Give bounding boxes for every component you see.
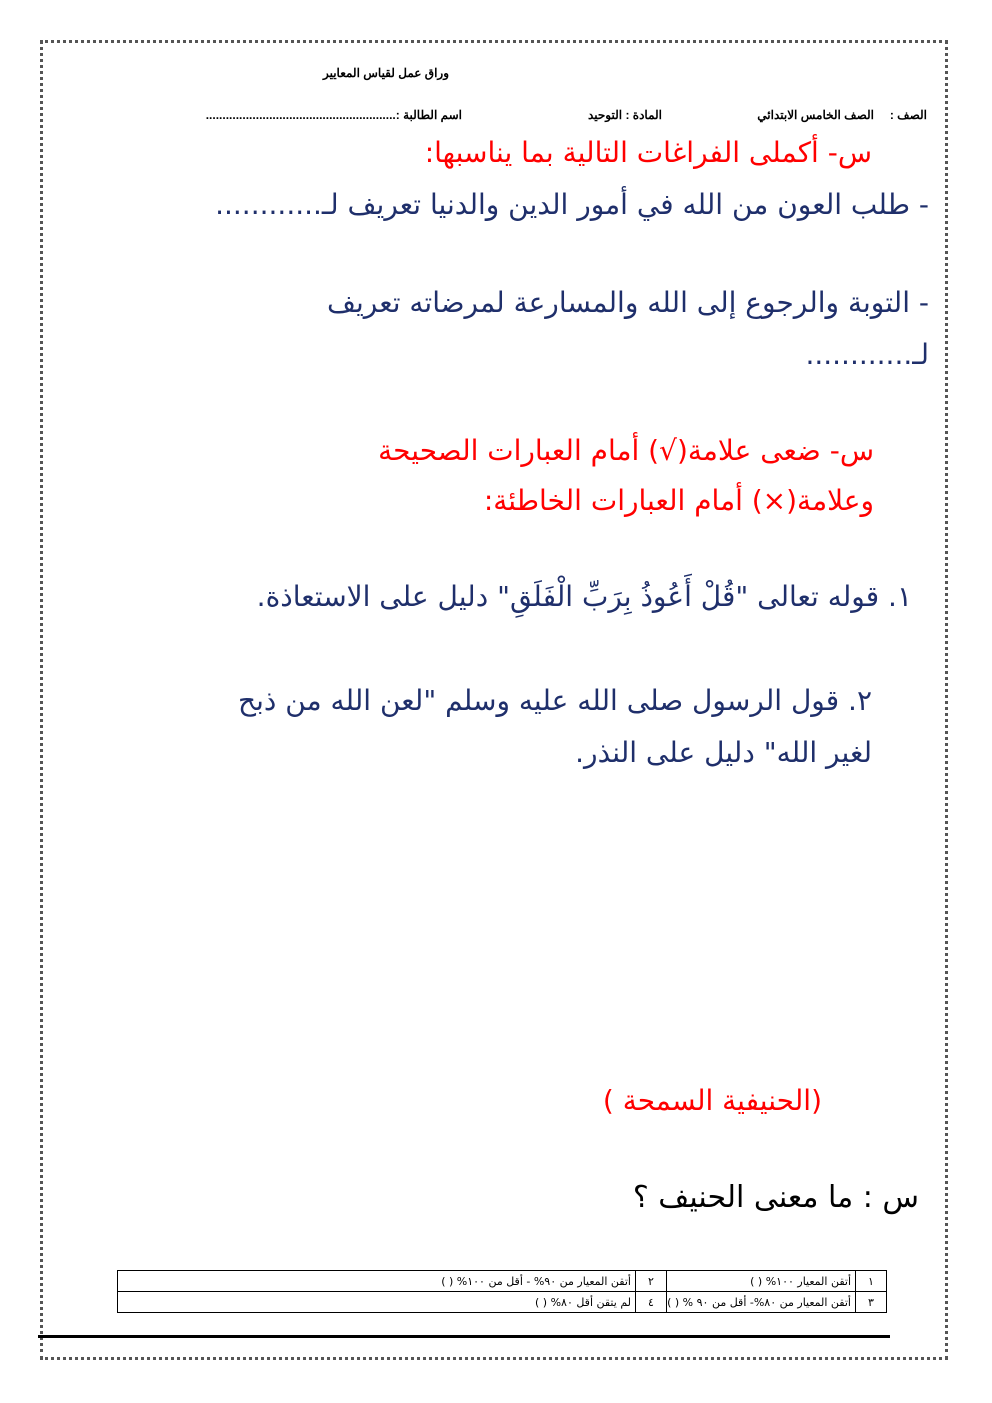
table-row bbox=[118, 1292, 887, 1313]
true-false-item-2-line-2: لغير الله" دليل على النذر. bbox=[575, 736, 872, 769]
question-true-false-line-2: وعلامة(×) أمام العبارات الخاطئة: bbox=[483, 484, 874, 517]
true-false-item-2-line-1: ٢. قول الرسول صلى الله عليه وسلم "لعن الله من ذبح bbox=[238, 684, 872, 717]
fill-blank-item-2-line-1: - التوبة والرجوع إلى الله والمسارعة لمرضاته تعريف bbox=[326, 286, 929, 319]
true-false-item-1: ١. قوله تعالى "قُلْ أَعُوذُ بِرَبِّ الْفَلَقِ" دليل على الاستعاذة. bbox=[256, 580, 912, 613]
table-cell-text: أتقن المعيار ١٠٠% ( ) bbox=[667, 1271, 856, 1292]
question-fill-blanks: س- أكملى الفراغات التالية بما يناسبها: bbox=[424, 136, 872, 169]
hanifiyya-heading: (الحنيفية السمحة ) bbox=[602, 1084, 822, 1117]
table-cell-number: ٣ bbox=[856, 1292, 887, 1313]
table-cell-text: أتقن المعيار من ٨٠%- أقل من ٩٠ % ( ) bbox=[667, 1292, 856, 1313]
table-cell-number: ١ bbox=[856, 1271, 887, 1292]
sheet-title: وراق عمل لقياس المعايير bbox=[322, 66, 449, 80]
fill-blank-item-1: - طلب العون من الله في أمور الدين والدنيا تعريف لـ............ bbox=[215, 188, 929, 221]
table-cell-number: ٤ bbox=[636, 1292, 667, 1313]
bottom-rule bbox=[38, 1335, 890, 1338]
table-row bbox=[118, 1271, 887, 1292]
table-cell-text: لم يتقن أقل ٨٠% ( ) bbox=[118, 1292, 636, 1313]
fill-blank-item-2-line-2: لـ............ bbox=[805, 338, 929, 371]
question-true-false-line-1: س- ضعى علامة(√) أمام العبارات الصحيحة bbox=[378, 434, 874, 467]
table-cell-text: أتقن المعيار من ٩٠% - أقل من ١٠٠% ( ) bbox=[118, 1271, 636, 1292]
standards-table bbox=[117, 1270, 887, 1313]
question-hanif-meaning: س : ما معنى الحنيف ؟ bbox=[632, 1180, 919, 1215]
grade-value: الصف الخامس الابتدائي bbox=[757, 108, 874, 122]
subject-label: المادة : التوحيد bbox=[587, 108, 662, 122]
table-cell-number: ٢ bbox=[636, 1271, 667, 1292]
student-name-field: اسم الطالبة :......................................................... bbox=[205, 108, 462, 122]
grade-label: الصف : bbox=[889, 108, 927, 122]
